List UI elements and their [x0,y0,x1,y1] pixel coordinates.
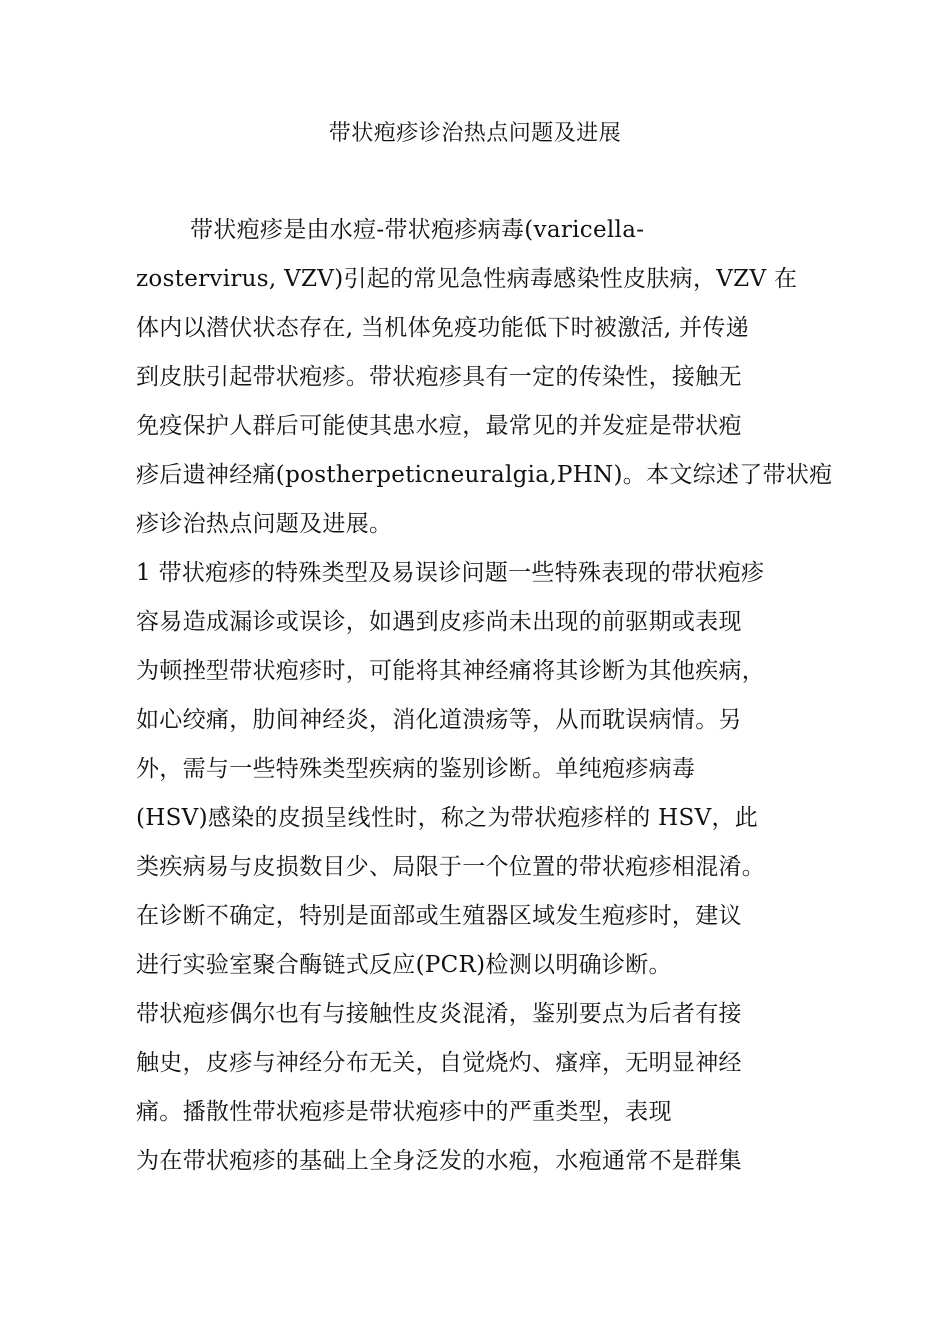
paragraph-line: 为顿挫型带状疱疹时，可能将其神经痛将其诊断为其他疾病， [136,658,766,684]
paragraph-line: 进行实验室聚合酶链式反应(PCR)检测以明确诊断。 [136,952,672,978]
document-title: 带状疱疹诊治热点问题及进展 [328,121,622,146]
paragraph-line: 体内以潜伏状态存在, 当机体免疫功能低下时被激活, 并传递 [136,315,749,341]
paragraph-line: 容易造成漏诊或误诊，如遇到皮疹尚未出现的前驱期或表现 [136,609,742,635]
paragraph-line: 免疫保护人群后可能使其患水痘，最常见的并发症是带状疱 [136,413,742,439]
paragraph-line: 疹后遗神经痛(postherpeticneuralgia,PHN)。本文综述了带状疱 [136,462,833,488]
paragraph-line: 带状疱疹偶尔也有与接触性皮炎混淆，鉴别要点为后者有接 [136,1001,742,1027]
paragraph-line: 疹诊治热点问题及进展。 [136,511,393,537]
paragraph-line: 到皮肤引起带状疱疹。带状疱疹具有一定的传染性，接触无 [136,364,742,390]
paragraph-line: 带状疱疹是由水痘-带状疱疹病毒(varicella- [190,217,645,243]
paragraph-line: 为在带状疱疹的基础上全身泛发的水疱，水疱通常不是群集 [136,1148,742,1174]
paragraph-line: zostervirus, VZV)引起的常见急性病毒感染性皮肤病，VZV 在 [136,266,798,292]
paragraph-line: 在诊断不确定，特别是面部或生殖器区域发生疱疹时，建议 [136,903,742,929]
paragraph-line: 如心绞痛，肋间神经炎，消化道溃疡等，从而耽误病情。另 [136,707,742,733]
paragraph-line: 类疾病易与皮损数目少、局限于一个位置的带状疱疹相混淆。 [136,854,766,880]
paragraph-line: 1 带状疱疹的特殊类型及易误诊问题一些特殊表现的带状疱疹 [136,560,765,586]
paragraph-line: 外，需与一些特殊类型疾病的鉴别诊断。单纯疱疹病毒 [136,756,696,782]
paragraph-line: 触史，皮疹与神经分布无关，自觉烧灼、瘙痒，无明显神经 [136,1050,742,1076]
paragraph-line: 痛。播散性带状疱疹是带状疱疹中的严重类型，表现 [136,1099,672,1125]
paragraph-line: (HSV)感染的皮损呈线性时，称之为带状疱疹样的 HSV，此 [136,805,759,831]
